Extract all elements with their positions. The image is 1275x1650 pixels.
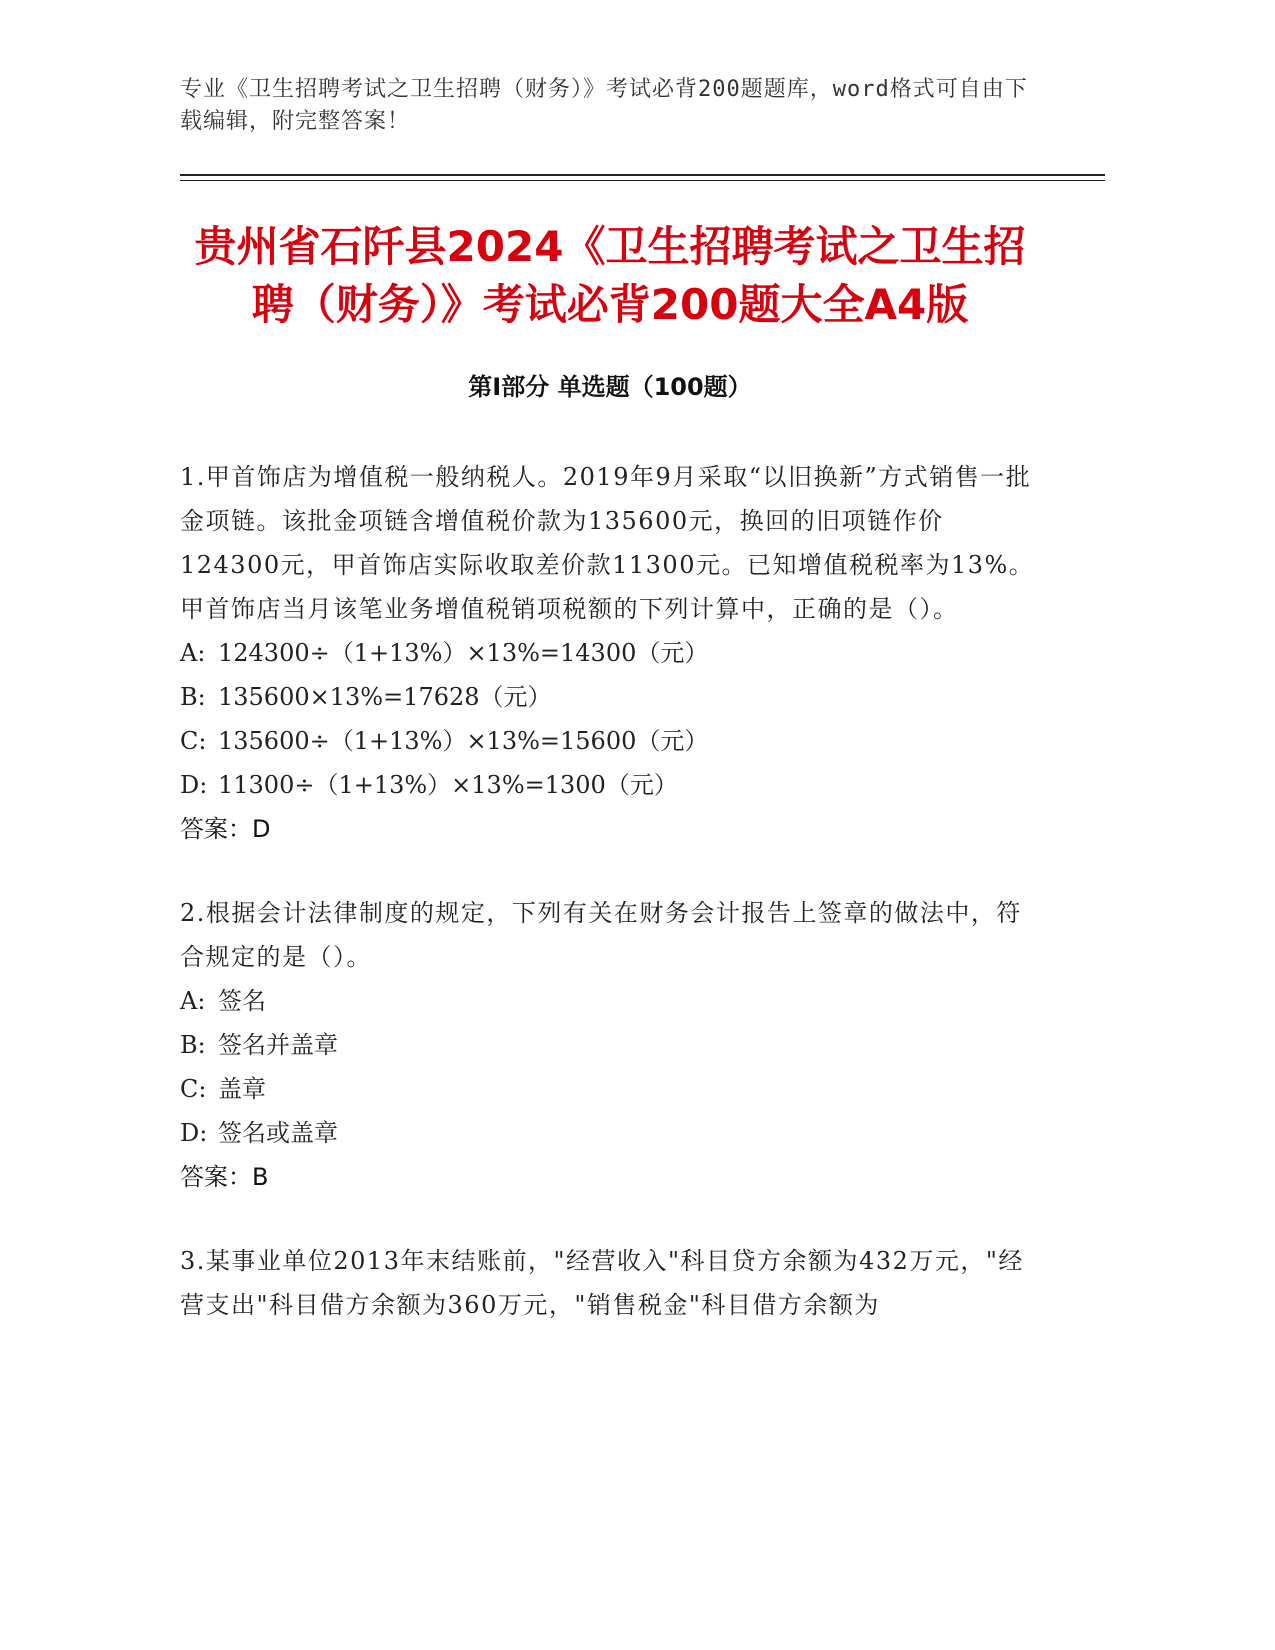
header-divider-thick: [180, 174, 1105, 176]
option-b: [180, 1023, 1040, 1067]
answer-line: 答案：B: [180, 1163, 269, 1191]
page-title: 贵州省石阡县2024《卫生招聘考试之卫生招聘（财务）》考试必背200题大全A4版: [194, 222, 1026, 329]
option-letter: D:: [180, 771, 208, 799]
option-letter: D:: [180, 1119, 208, 1147]
option-d: [180, 763, 1040, 807]
header-note: 专业《卫生招聘考试之卫生招聘（财务）》考试必背200题题库，word格式可自由下载编辑，附完整答案！: [180, 77, 1028, 134]
option-d: [180, 1111, 1040, 1155]
option-text: 盖章: [218, 1075, 266, 1103]
option-a: [180, 631, 1040, 675]
option-b: [180, 675, 1040, 719]
question-stem: 3.某事业单位2013年末结账前，"经营收入"科目贷方余额为432万元，"经营支出"科目借方余额为360万元，"销售税金"科目借方余额为: [180, 1247, 1024, 1319]
option-text: 签名并盖章: [218, 1031, 338, 1059]
header-divider-thin: [180, 180, 1105, 181]
option-text: 135600×13%=17628（元）: [218, 683, 552, 711]
question-list: [180, 455, 1040, 1367]
section-title: 第I部分 单选题（100题）: [468, 373, 752, 401]
answer-line: 答案：D: [180, 815, 271, 843]
option-c: [180, 719, 1040, 763]
option-text: 135600÷（1+13%）×13%=15600（元）: [218, 727, 709, 755]
question-3: [180, 1239, 1040, 1327]
option-a: [180, 979, 1040, 1023]
question-2: [180, 891, 1040, 1199]
option-text: 124300÷（1+13%）×13%=14300（元）: [218, 639, 709, 667]
option-text: 签名或盖章: [218, 1119, 338, 1147]
option-letter: B:: [180, 1031, 206, 1059]
option-text: 11300÷（1+13%）×13%=1300（元）: [218, 771, 678, 799]
option-letter: A:: [180, 987, 206, 1015]
option-c: [180, 1067, 1040, 1111]
question-stem: 2.根据会计法律制度的规定，下列有关在财务会计报告上签章的做法中，符合规定的是（）。: [180, 899, 1022, 971]
option-text: 签名: [218, 987, 266, 1015]
option-letter: A:: [180, 639, 206, 667]
option-letter: B:: [180, 683, 206, 711]
option-letter: C:: [180, 727, 207, 755]
option-letter: C:: [180, 1075, 207, 1103]
question-1: [180, 455, 1040, 851]
question-stem: 1.甲首饰店为增值税一般纳税人。2019年9月采取“以旧换新”方式销售一批金项链。该批金项链含增值税价款为135600元，换回的旧项链作价124300元，甲首饰店实际收取差价款11300元。已知增值税税率为13%。甲首饰店当月该笔业务增值税销项税额的下列计算中，正确的是（）。: [180, 463, 1035, 623]
